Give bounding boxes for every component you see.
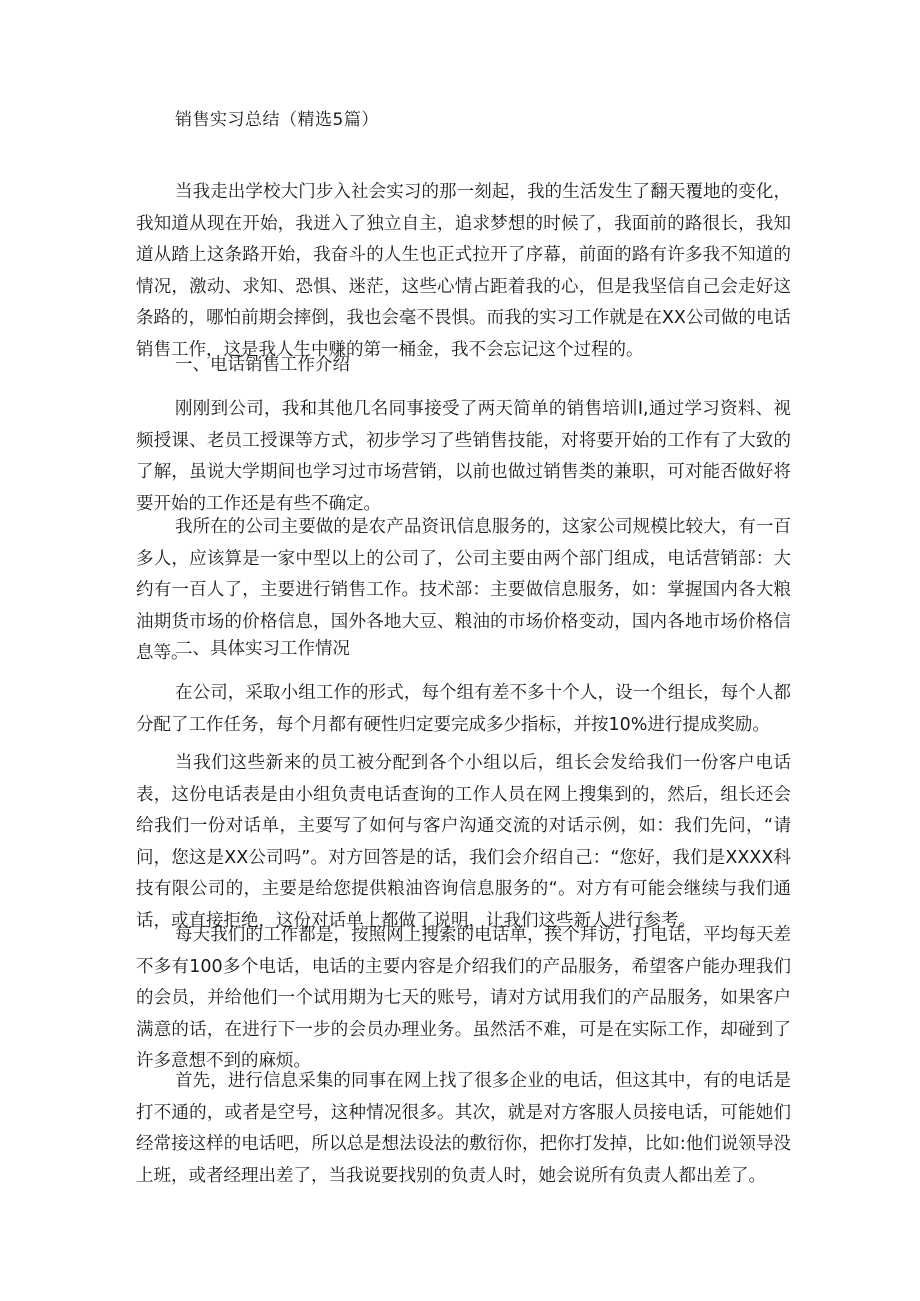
section-heading-1: 一、电话销售工作介绍: [175, 355, 350, 375]
paragraph-company: 我所在的公司主要做的是农产品资讯信息服务的，这家公司规模比较大，有一百多人，应该算是一家中型以上的公司了，公司主要由两个部门组成，电话营销部：大约有一百人了，主要进行销售工作。技术部：主要做信息服务，如：掌握国内各大粮油期货市场的价格信息，国外各地大豆、粮油的市场价格变动，国内各地市场价格信息等。: [136, 517, 791, 663]
document-title: 销售实习总结（精选5篇）: [175, 110, 379, 130]
paragraph-training: 刚刚到公司，我和其他几名同事接受了两天简单的销售培训I,通过学习资料、视频授课、老员工授课等方式，初步学习了些销售技能，对将要开始的工作有了大致的了解，虽说大学期间也学习过市场营销，以前也做过销售类的兼职，可对能否做好将要开始的工作还是有些不确定。: [136, 399, 791, 514]
paragraph-problems: 首先，进行信息采集的同事在网上找了很多企业的电话，但这其中，有的电话是打不通的，或者是空号，这种情况很多。其次，就是对方客服人员接电话，可能她们经常接这样的电话吧，所以总是想法设法的敷衍你，把你打发掉，比如:他们说领导没上班，或者经理出差了，当我说要找别的负责人时，她会说所有负责人都出差了。: [136, 1071, 791, 1186]
paragraph-daily-work: 每天我们的工作都是，按照网上搜索的电话单，挨个拜访，打电话，平均每天差不多有100多个电话，电话的主要内容是介绍我们的产品服务，希望客户能办理我们的会员，并给他们一个试用期为七天的账号，请对方试用我们的产品服务，如果客户满意的话，在进行下一步的会员办理业务。虽然活不难，可是在实际工作，却碰到了许多意想不到的麻烦。: [136, 925, 791, 1071]
paragraph-phone-list: 当我们这些新来的员工被分配到各个小组以后，组长会发给我们一份客户电话表，这份电话表是由小组负责电话查询的工作人员在网上搜集到的，然后，组长还会给我们一份对话单，主要写了如何与客户沟通交流的对话示例，如：我们先问，“请问，您这是XX公司吗”。对方回答是的话，我们会介绍自己：“您好，我们是XXXX科技有限公司的，主要是给您提供粮油咨询信息服务的“。对方有可能会继续与我们通话，或直接拒绝，这份对话单上都做了说明，让我们这些新人进行参考。: [136, 753, 791, 931]
section-heading-2: 二、具体实习工作情况: [175, 639, 350, 659]
paragraph-intro: 当我走出学校大门步入社会实习的那一刻起，我的生活发生了翻天覆地的变化，我知道从现在开始，我迸入了独立自主，追求梦想的时候了，我面前的路很长，我知道从踏上这条路开始，我奋斗的人生也正式拉开了序幕，前面的路有许多我不知道的情况，激动、求知、恐惧、迷茫，这些心情占距着我的心，但是我坚信自己会走好这条路的，哪怕前期会摔倒，我也会毫不畏惧。而我的实习工作就是在XX公司做的电话销售工作，这是我人生中赚的第一桶金，我不会忘记这个过程的。: [136, 182, 791, 360]
paragraph-groups: 在公司，采取小组工作的形式，每个组有差不多十个人，设一个组长，每个人都分配了工作任务，每个月都有硬性归定要完成多少指标，并按10%进行提成奖励。: [136, 683, 791, 735]
